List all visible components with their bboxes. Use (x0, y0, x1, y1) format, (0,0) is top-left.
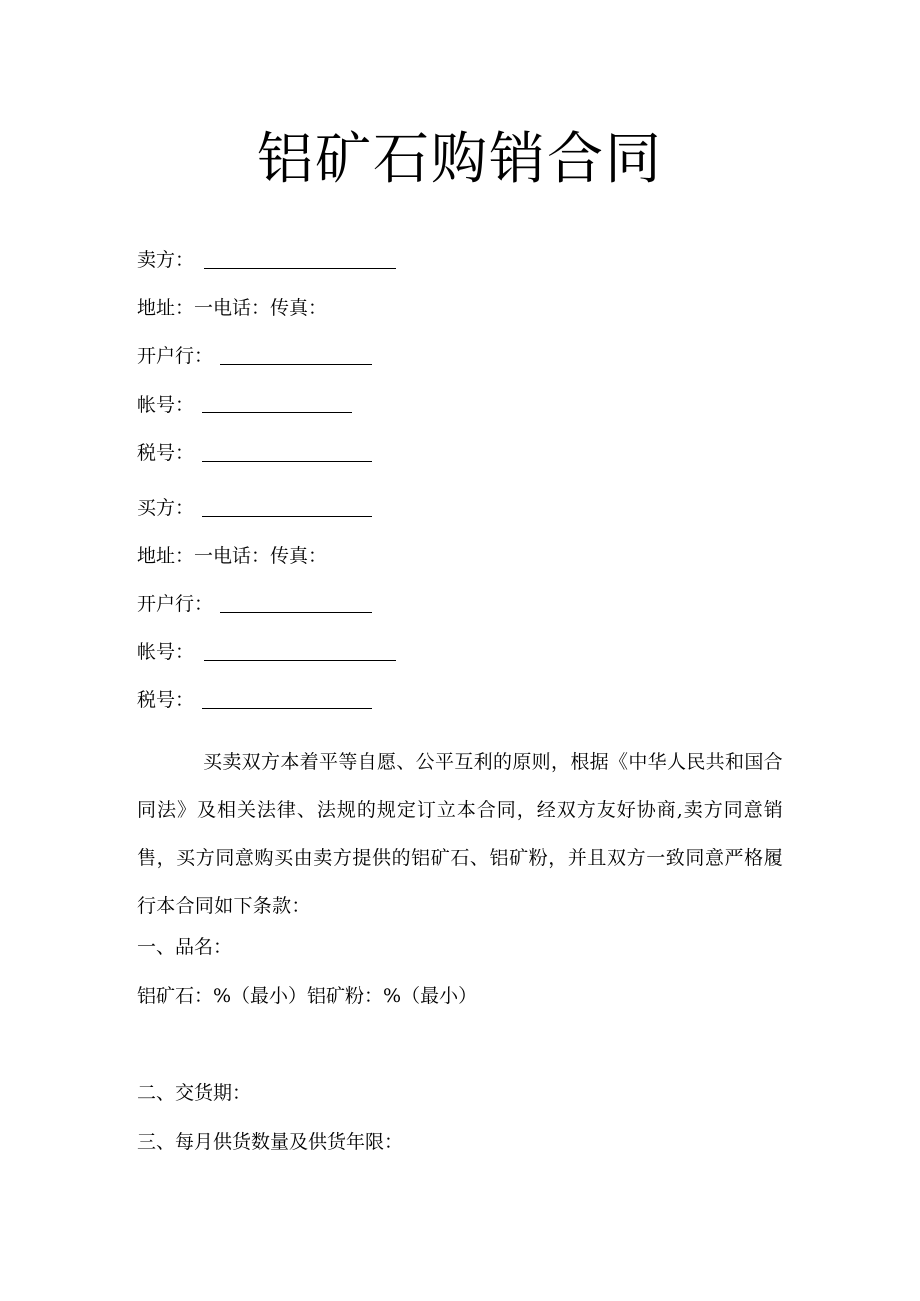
buyer-address-line: 地址：一电话：传真： (137, 545, 328, 567)
buyer-bank-blank-line (220, 612, 372, 613)
buyer-label: 买方： (137, 497, 195, 519)
document-title: 铝矿石购销合同 (257, 127, 663, 192)
clause-2-heading: 二、交货期： (137, 1082, 252, 1104)
seller-blank-line (204, 268, 396, 269)
seller-tax-blank-line (202, 461, 372, 462)
buyer-tax-blank-line (202, 708, 372, 709)
seller-address-line: 地址：一电话：传真： (137, 297, 328, 319)
seller-bank-blank-line (220, 364, 372, 365)
clause-3-heading: 三、每月供货数量及供货年限： (137, 1131, 404, 1153)
buyer-tax-label: 税号： (137, 689, 195, 711)
seller-tax-label: 税号： (137, 442, 195, 464)
intro-paragraph: 买卖双方本着平等自愿、公平互利的原则，根据《中华人民共和国合同法》及相关法律、法规的规定订立本合同，经双方友好协商,卖方同意销售，买方同意购买由卖方提供的铝矿石、铝矿粉，并且双方一致同意严格履行本合同如下条款： (137, 751, 783, 917)
buyer-bank-label: 开户行： (137, 593, 214, 615)
seller-account-label: 帐号： (137, 394, 195, 416)
buyer-account-label: 帐号： (137, 641, 195, 663)
seller-bank-label: 开户行： (137, 345, 214, 367)
seller-label: 卖方： (137, 249, 195, 271)
buyer-account-blank-line (204, 660, 396, 661)
buyer-blank-line (202, 516, 372, 517)
clause-1-heading: 一、品名： (137, 936, 233, 958)
seller-account-blank-line (202, 412, 352, 413)
clause-1-detail: 铝矿石：%（最小）铝矿粉：%（最小） (137, 985, 478, 1007)
